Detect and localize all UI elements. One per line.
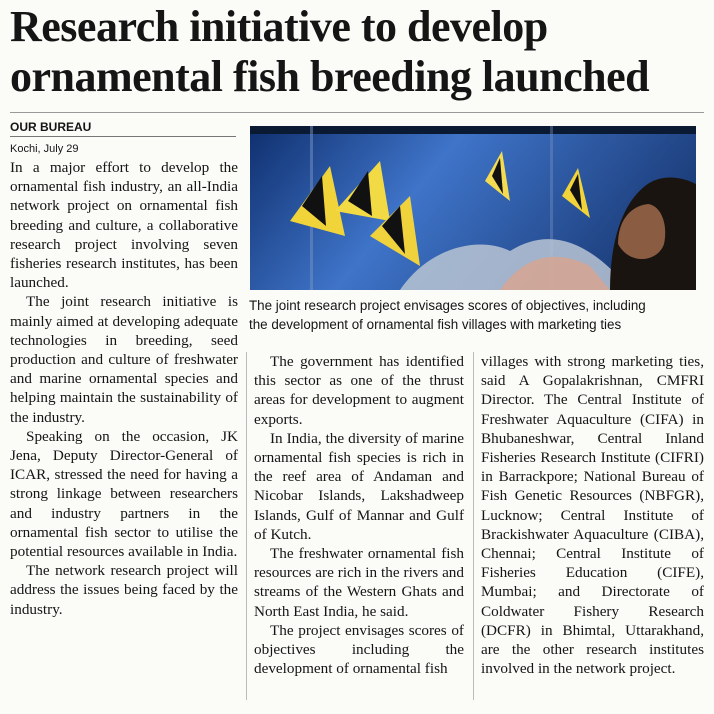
article-column-1	[10, 158, 238, 619]
paragraph: The network research project will address the issues being faced by the industry.	[10, 562, 238, 618]
byline-rule	[10, 136, 236, 137]
paragraph: The government has identified this sector as one of the thrust areas for development to augment exports.	[254, 353, 464, 428]
byline: OUR BUREAU	[10, 120, 92, 134]
paragraph: The project envisages scores of objectives including the development of ornamental fish	[254, 621, 464, 678]
caption-line-2: the development of ornamental fish villages with marketing ties	[249, 317, 622, 332]
top-rule	[10, 112, 704, 113]
dateline: Kochi, July 29	[10, 143, 79, 155]
paragraph: Speaking on the occasion, JK Jena, Deputy Director-General of ICAR, stressed the need for having a strong linkage between researchers and industry partners in the ornamental fish sector to utilise the potential resources available in India.	[10, 427, 238, 561]
column-divider	[473, 352, 474, 700]
photo-caption	[249, 296, 709, 334]
article-column-3	[481, 352, 704, 678]
article-column-2	[254, 352, 464, 678]
paragraph: In India, the diversity of marine ornamental fish species is rich in the reef area of Andaman and Nicobar Islands, Lakshadweep Islands, Gulf of Mannar and Gulf of Kutch.	[254, 429, 464, 543]
aquarium-photo	[250, 126, 696, 290]
paragraph: In a major effort to develop the ornamental fish industry, an all-India network project on ornamental fish breeding and culture, a collaborative research project involving seven fisheries research institutes, has been launched.	[10, 159, 238, 292]
headline-line-2: ornamental fish breeding launched	[10, 52, 650, 101]
headline-line-1: Research initiative to develop	[10, 2, 548, 51]
paragraph: The freshwater ornamental fish resources are rich in the rivers and streams of the Western Ghats and North East India, he said.	[254, 545, 464, 620]
column-divider	[246, 352, 247, 700]
paragraph: villages with strong marketing ties, said A Gopalakrishnan, CMFRI Director. The Central Institute of Freshwater Aquaculture (CIFA) in Bhubaneshwar, Central Inland Fisheries Research Institute (CIFRI) in Barrackpore; National Bureau of Fish Genetic Resources (NBFGR), Lucknow; Central Institute of Brackishwater Aquaculture (CIBA), Chennai; Central Institute of Fisheries Education (CIFE), Mumbai; and Directorate of Coldwater Fishery Research (DCFR) in Bhimtal, Uttarakhand, are the other research institutes involved in the network project.	[481, 353, 704, 678]
headline	[10, 2, 710, 102]
aquarium-illustration	[250, 126, 696, 290]
caption-line-1: The joint research project envisages scores of objectives, including	[249, 298, 646, 313]
paragraph: The joint research initiative is mainly aimed at developing adequate technologies in breeding, seed production and culture of freshwater and marine ornamental species and helping maintain the sustainability of the industry.	[10, 293, 238, 426]
